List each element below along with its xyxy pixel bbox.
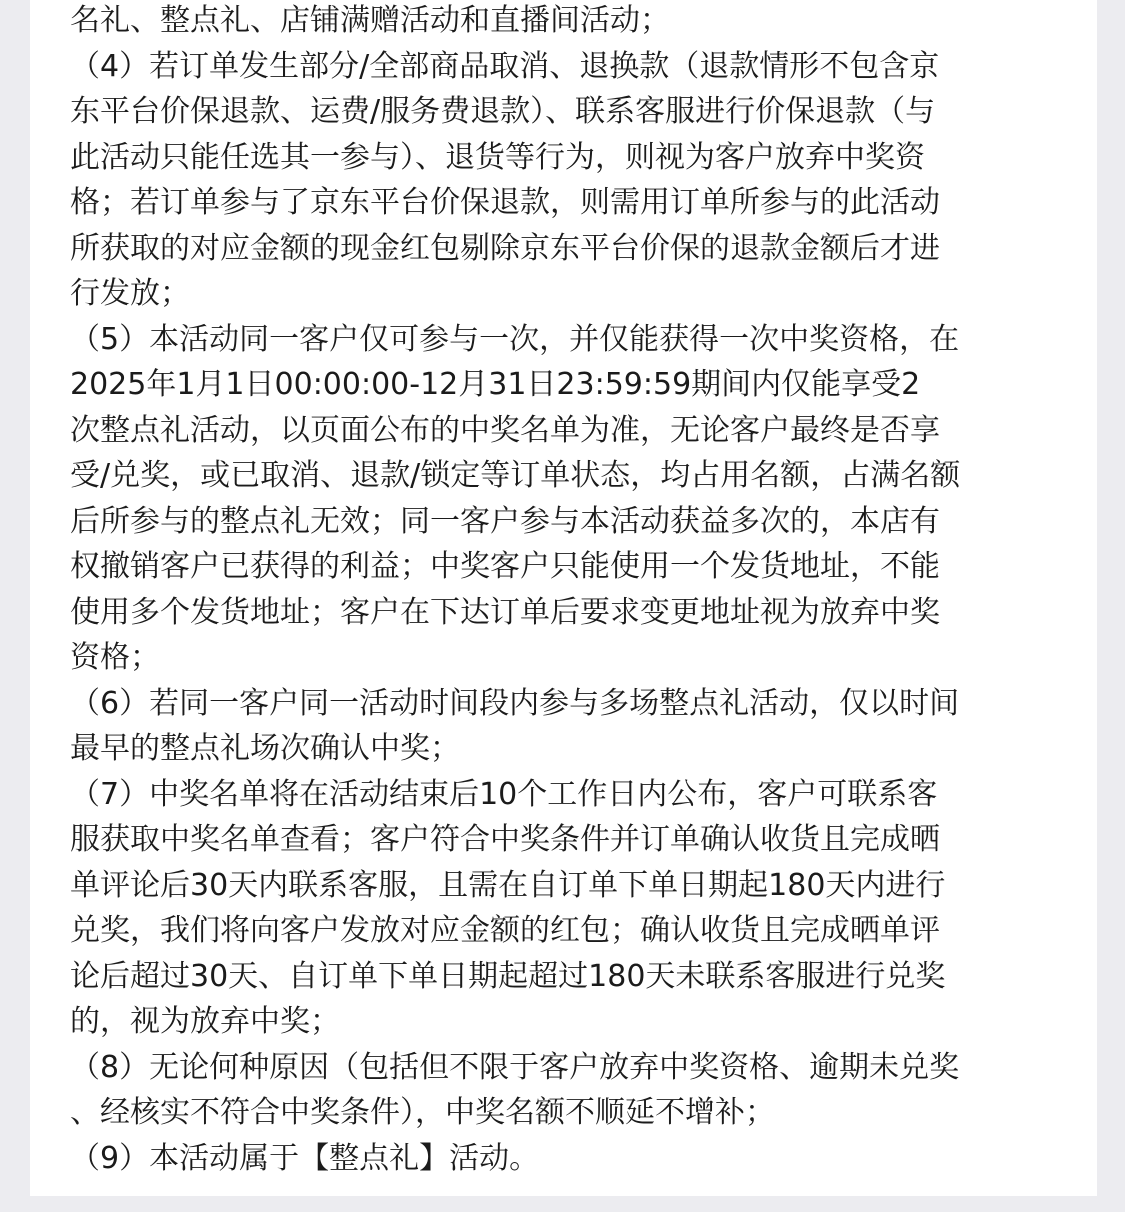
rule-line: 的，视为放弃中奖； <box>70 1004 340 1039</box>
rule-line: 后所参与的整点礼无效；同一客户参与本活动获益多次的，本店有 <box>70 503 940 539</box>
rule-line: 2025年1月1日00:00:00-12月31日23:59:59期间内仅能享受2 <box>70 367 921 402</box>
rule-line: （4）若订单发生部分/全部商品取消、退换款（退款情形不包含京 <box>70 48 940 84</box>
rule-line: 、经核实不符合中奖条件），中奖名额不顺延不增补； <box>70 1095 775 1130</box>
rule-line: 行发放； <box>70 276 190 311</box>
rule-line: 论后超过30天、自订单下单日期起超过180天未联系客服进行兑奖 <box>70 958 946 994</box>
rule-line: （5）本活动同一客户仅可参与一次，并仅能获得一次中奖资格，在 <box>70 321 960 357</box>
rule-line: 格；若订单参与了京东平台价保退款，则需用订单所参与的此活动 <box>70 185 940 220</box>
rule-line: 名礼、整点礼、店铺满赠活动和直播间活动； <box>70 3 670 38</box>
rules-text <box>70 0 1060 1181</box>
rule-line: 次整点礼活动，以页面公布的中奖名单为准，无论客户最终是否享 <box>70 412 940 448</box>
rule-line: 受/兑奖，或已取消、退款/锁定等订单状态，均占用名额，占满名额 <box>70 458 961 493</box>
rule-line: 使用多个发货地址；客户在下达订单后要求变更地址视为放弃中奖 <box>70 594 940 630</box>
rule-line: （8）无论何种原因（包括但不限于客户放弃中奖资格、逾期未兑奖 <box>70 1049 960 1085</box>
rule-line: 服获取中奖名单查看；客户符合中奖条件并订单确认收货且完成晒 <box>70 822 940 857</box>
rule-line: 所获取的对应金额的现金红包剔除京东平台价保的退款金额后才进 <box>70 230 940 266</box>
rule-line: 资格； <box>70 640 160 675</box>
rule-line: 兑奖，我们将向客户发放对应金额的红包；确认收货且完成晒单评 <box>70 913 940 948</box>
rule-line: （6）若同一客户同一活动时间段内参与多场整点礼活动，仅以时间 <box>70 685 960 721</box>
rule-line: （7）中奖名单将在活动结束后10个工作日内公布，客户可联系客 <box>70 776 938 812</box>
rule-line: （9）本活动属于【整点礼】活动。 <box>70 1140 540 1176</box>
rules-card <box>30 0 1097 1196</box>
rule-line: 最早的整点礼场次确认中奖； <box>70 731 460 766</box>
rule-line: 权撤销客户已获得的利益；中奖客户只能使用一个发货地址，不能 <box>70 549 940 584</box>
rule-line: 单评论后30天内联系客服，且需在自订单下单日期起180天内进行 <box>70 867 946 903</box>
rule-line: 此活动只能任选其一参与）、退货等行为，则视为客户放弃中奖资 <box>70 139 925 175</box>
rule-line: 东平台价保退款、运费/服务费退款）、联系客服进行价保退款（与 <box>70 94 936 129</box>
